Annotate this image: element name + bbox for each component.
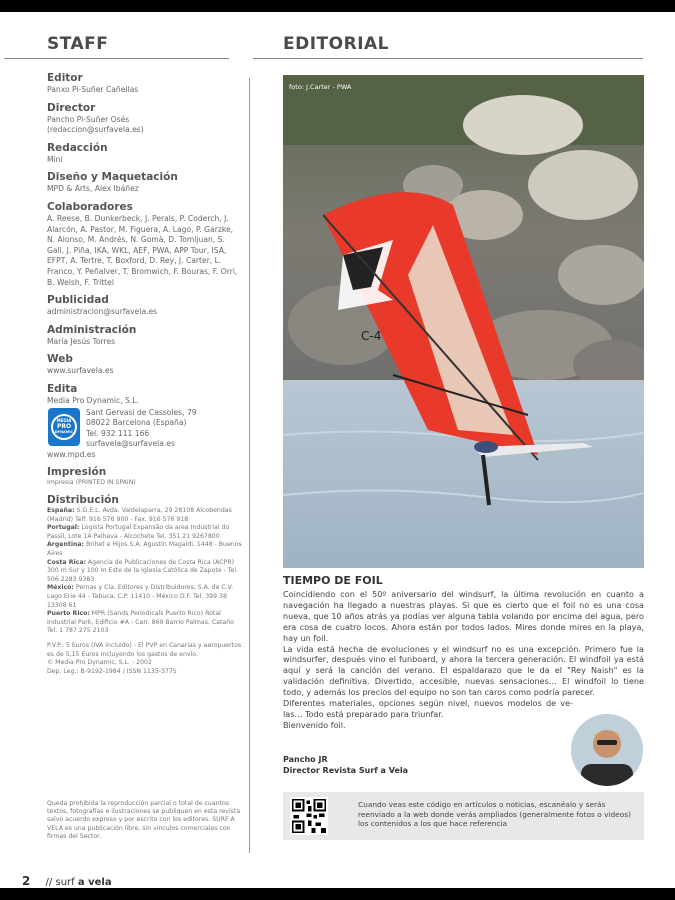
staff-impresion-title: Impresión: [47, 466, 107, 479]
staff-colaboradores-names: A. Reese, B. Dunkerbeck, J. Perals, P. Coderch, J. Alarcón, A. Pastor, M. Figuera, A. Lago, P. Garzke, N. Alonso, M. Andrés, N. Gomà, D. Tomljuan, S. Gall, J. Piña, IKA, WKL, AEF, PWA, APP Tour, ISA, EFPT, A. Tertre, T. Boxford, D. Rey, J. Carter, L. Franco, Y. Peñalver, T. Bromwich, F. Bouras, F. Orri, B. Welsh, F. Trittel: [47, 213, 238, 287]
distribucion-entry: Argentina: Brihet e Hijos S.A. Agustín Magaldi, 1448 - Buenos Aires: [47, 541, 242, 558]
staff-diseno: [47, 171, 242, 195]
media-pro-dynamic-logo: [48, 408, 80, 446]
staff-director-email: (redaccion@surfavela.es): [47, 125, 144, 135]
copyright-text: © Media Pro Dynamic, S.L. - 2002: [47, 659, 152, 667]
footer-brand-b: a vela: [77, 877, 112, 888]
staff-editor-name: Panxo Pi-Suñer Cañellas: [47, 85, 139, 94]
distribucion-entry: Puerto Rico: MPR (Sands Periodicals Puerto Rico) Rotal Industrial Park, Edificio #A - Carr. 869 Barrio Palmas, Cataño Tel. 1 787 275 2103: [47, 610, 234, 635]
windfoil-photo: [283, 75, 644, 568]
staff-administracion-name: María Jesús Torres: [47, 336, 116, 346]
staff-publicidad: [47, 294, 242, 318]
logo-text-top: MEDIA: [56, 418, 72, 423]
edita-address-2: 08022 Barcelona (España): [86, 418, 187, 428]
logo-text-mid: PRO: [56, 423, 72, 430]
staff-edita-company: Media Pro Dynamic, S.L.: [47, 395, 139, 405]
editorial-title: TIEMPO DE FOIL: [283, 574, 383, 587]
staff-impresion-text: Impresia (PRINTED IN SPAIN): [47, 479, 136, 487]
edita-address-block: [47, 408, 242, 450]
distribucion-entry: México: Pernas y Cía. Editores y Distribuidores, S.A. de C.V. Lago Erie 44 - Tabuca, C.P. 11410 - México D.F. Tel. 399 38 13308 61: [47, 584, 234, 609]
staff-edita-title: Edita: [47, 382, 78, 395]
staff-administracion-title: Administración: [47, 323, 137, 336]
staff-editor: [47, 72, 242, 96]
qr-info-text: Cuando veas este código en artículos o noticias, escanéalo y serás reenviado a la web donde verás ampliados (generalmente fotos o videos) los contenidos a los que hace referencia: [358, 800, 631, 829]
staff-publicidad-email: administracion@surfavela.es: [47, 307, 158, 317]
page-footer: [22, 874, 112, 888]
logo-ring: [51, 414, 77, 440]
staff-column: [47, 66, 242, 676]
staff-redaccion-title: Redacción: [47, 141, 108, 154]
staff-publicidad-title: Publicidad: [47, 294, 109, 307]
footer-separator: //: [45, 877, 53, 888]
photo-credit: foto: J.Carter - PWA: [289, 83, 352, 91]
signature-name: Pancho JR: [283, 755, 328, 764]
pvp-text: P.V.P.: 5 Euros (IVA incluido) - El PVP en Canarias y aeropuertos es de 5,15 Euros incluyendo los gastos de envío.: [47, 641, 242, 658]
staff-pricing: [47, 642, 242, 676]
staff-web-url[interactable]: www.surfavela.es: [47, 366, 114, 376]
editorial-paragraph: Diferentes materiales, opciones según nivel, nuevos modelos de ve-las… Todo está preparado para triunfar.: [283, 698, 573, 719]
editorial-signature: [283, 754, 408, 776]
editorial-paragraph: Bienvenido foil.: [283, 719, 346, 730]
distribucion-entry: España: S.G.E.L. Avda. Valdelaparra, 29 28108 Alcobendas (Madrid) Telf. 916 576 900 - Fax. 916 576 918: [47, 507, 232, 523]
staff-diseno-title: Diseño y Maquetación: [47, 171, 178, 184]
editorial-paragraph: Coincidiendo con el 50º aniversario del windsurf, la última revolución en cuanto a navegación ha llegado a nuestras playas. Si que es cierto que el foil no es una cosa nueva, que 10 años atrás ya podías ver alguna tabla volando por encima del agua, pero era cosa de cuatro locos. Ahora están por todos lados. Mires donde mires en la playa, hay un foil.: [283, 589, 644, 643]
staff-impresion: [47, 466, 242, 488]
sail-mark: C-4: [361, 329, 382, 343]
staff-edita: [47, 383, 242, 461]
staff-director: [47, 102, 242, 136]
distribucion-entry: Costa Rica: Agencia de Publicaciones de Costa Rica (ACPR) 300 m Sur y 100 m Este de la Iglesia Católica de Zapote - Tel. 506 2283 9383: [47, 558, 239, 583]
staff-diseno-name: MPD & Arts, Alex Ibáñez: [47, 184, 139, 194]
logo-text-bot: DYNAMIC: [54, 430, 74, 434]
qr-code-icon[interactable]: [290, 797, 328, 835]
staff-director-title: Director: [47, 101, 96, 114]
legal-notice: Queda prohibida la reproducción parcial o total de cuantos textos, fotografías e ilustraciones se publiquen en esta revista salvo acuerdo expreso y por escrito con los editores. SURF A VELA es una publicación libre, sin vínculos comerciales con firmas del Sector.: [47, 800, 241, 840]
avatar-illustration: [571, 714, 643, 786]
director-avatar: [571, 714, 643, 786]
edita-web[interactable]: www.mpd.es: [47, 449, 96, 459]
edita-address: [86, 408, 197, 450]
edita-address-1: Sant Gervasi de Cassoles, 79: [86, 407, 197, 417]
staff-redaccion-name: Mini: [47, 154, 63, 164]
staff-web-title: Web: [47, 353, 73, 366]
qr-info-box: [283, 792, 644, 840]
staff-redaccion: [47, 142, 242, 166]
page-number: 2: [22, 874, 31, 888]
deposito-text: Dep. Leg.: B-9192-1984 / ISSN 1135-3775: [47, 667, 177, 675]
staff-distribucion: [47, 494, 242, 636]
editorial-heading-rule: [253, 58, 643, 59]
edita-email[interactable]: surfavela@surfavela.es: [86, 439, 175, 449]
staff-administracion: [47, 324, 242, 348]
magazine-page: [0, 12, 675, 888]
staff-director-name: Pancho Pi-Suñer Osés: [47, 114, 130, 124]
column-divider: [249, 78, 250, 853]
staff-web: [47, 353, 242, 377]
staff-heading: STAFF: [47, 34, 109, 54]
staff-heading-rule: [4, 58, 229, 59]
edita-tel: Tel. 932 111 166: [86, 428, 150, 438]
editorial-paragraph: La vida está hecha de evoluciones y el windsurf no es una excepción. Primero fue la windsurfer, después vino el funboard, y ahora la tercera generación. El windfoil ya está aquí y será la canción del verano. El espaldarazo que le da el "Rey Naish" es la validación definitiva. Divertido, accesible, nuevas sensaciones… El windfoil lo tiene todo, y además los precios del equipo no son tan caros como podría parecer.: [283, 643, 644, 698]
staff-distribucion-title: Distribución: [47, 494, 119, 507]
staff-colaboradores-title: Colaboradores: [47, 200, 133, 213]
staff-editor-title: Editor: [47, 72, 83, 84]
signature-role: Director Revista Surf a Vela: [283, 766, 409, 775]
distribucion-entry: Portugal: Logista Portugal Expansão da area Industrial do Passil, Lote 1A Palhava - Alcochete Tel. 351 21 9267800: [47, 524, 230, 540]
footer-brand-a: surf: [55, 877, 75, 888]
editorial-heading: EDITORIAL: [283, 34, 390, 54]
editorial-body: [283, 589, 644, 731]
windfoil-illustration: [283, 75, 644, 568]
staff-colaboradores: [47, 201, 242, 288]
